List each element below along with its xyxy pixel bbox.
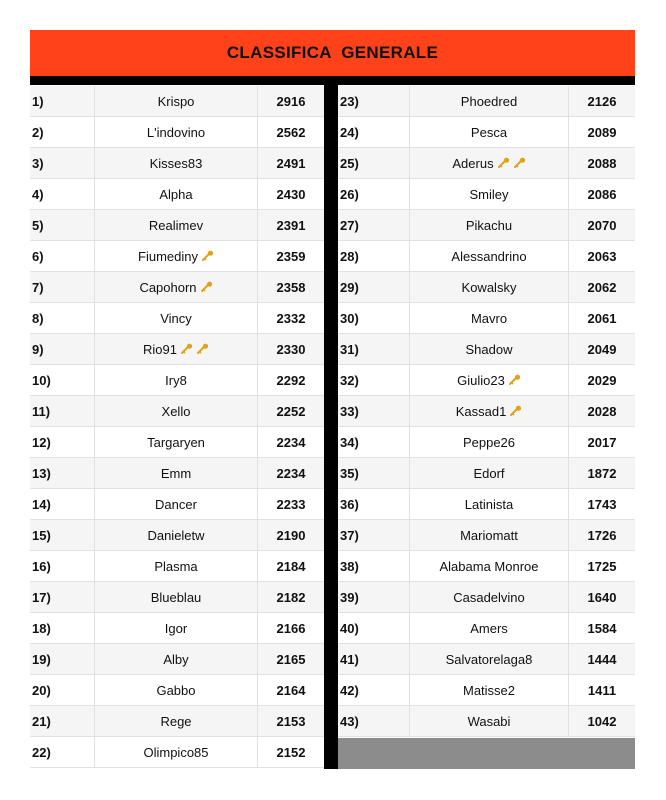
player-name-cell	[410, 520, 569, 550]
table-row	[338, 303, 635, 334]
player-name-cell	[95, 303, 258, 333]
score-cell: 2391	[276, 217, 306, 233]
player-name-cell	[95, 86, 258, 116]
player-name-cell	[95, 427, 258, 457]
rank-cell: 6)	[30, 241, 95, 271]
table-row	[30, 148, 324, 179]
table-row	[338, 210, 635, 241]
table-row	[30, 117, 324, 148]
player-name-cell	[410, 303, 569, 333]
table-row	[30, 241, 324, 272]
player-name-cell	[410, 148, 569, 178]
table-row	[338, 117, 635, 148]
key-icon	[200, 281, 213, 293]
table-row	[338, 241, 635, 272]
score-cell: 1725	[587, 558, 617, 574]
score-cell: 2190	[276, 527, 306, 543]
table-row	[30, 272, 324, 303]
table-row	[338, 396, 635, 427]
table-row	[30, 458, 324, 489]
rank-cell: 19)	[30, 644, 95, 674]
rank-cell: 13)	[30, 458, 95, 488]
score-cell: 2017	[587, 434, 617, 450]
table-row	[30, 737, 324, 768]
table-row	[30, 489, 324, 520]
table-row	[30, 520, 324, 551]
score-cell: 2070	[587, 217, 617, 233]
player-name: Krispo	[157, 93, 195, 109]
score-cell: 1042	[587, 713, 617, 729]
player-name-cell	[95, 582, 258, 612]
table-row	[338, 365, 635, 396]
table-row	[338, 582, 635, 613]
rank-cell: 39)	[338, 582, 410, 612]
rank-cell: 5)	[30, 210, 95, 240]
player-name-cell	[410, 706, 569, 736]
player-name-cell	[95, 489, 258, 519]
score-cell: 2491	[276, 155, 306, 171]
player-name-cell	[410, 675, 569, 705]
player-name-cell	[95, 210, 258, 240]
player-name: Shadow	[465, 341, 513, 357]
player-name: Plasma	[154, 558, 198, 574]
rank-cell: 3)	[30, 148, 95, 178]
rank-cell: 14)	[30, 489, 95, 519]
player-name: Blueblau	[150, 589, 202, 605]
table-row	[338, 458, 635, 489]
player-name: Casadelvino	[453, 589, 525, 605]
rank-cell: 15)	[30, 520, 95, 550]
score-cell: 2332	[276, 310, 306, 326]
key-icon	[180, 343, 193, 355]
score-cell: 1584	[587, 620, 617, 636]
rank-cell: 24)	[338, 117, 410, 147]
rank-cell: 32)	[338, 365, 410, 395]
player-name-cell	[95, 644, 258, 674]
header-divider	[30, 76, 635, 85]
player-name: Iry8	[165, 372, 187, 388]
player-name-cell	[95, 117, 258, 147]
player-name-cell	[410, 241, 569, 271]
table-row	[338, 644, 635, 675]
key-icon	[508, 374, 521, 386]
key-icon	[509, 405, 522, 417]
player-name: Pesca	[470, 124, 508, 140]
score-cell: 2126	[587, 93, 617, 109]
player-name: Vincy	[160, 310, 192, 326]
player-name: Realimev	[148, 217, 204, 233]
table-row	[30, 613, 324, 644]
player-name: Pikachu	[465, 217, 513, 233]
player-name: Xello	[161, 403, 191, 419]
score-cell: 2916	[276, 93, 306, 109]
rank-cell: 34)	[338, 427, 410, 457]
rank-cell: 41)	[338, 644, 410, 674]
rank-cell: 23)	[338, 86, 410, 116]
player-name-cell	[95, 241, 258, 271]
player-name-cell	[95, 334, 258, 364]
player-name: Giulio23	[457, 372, 505, 388]
player-name: Mariomatt	[460, 527, 518, 543]
rank-cell: 21)	[30, 706, 95, 736]
player-name: Danieletw	[147, 527, 205, 543]
rank-cell: 43)	[338, 706, 410, 736]
score-cell: 2063	[587, 248, 617, 264]
table-row	[338, 86, 635, 117]
player-name-cell	[95, 148, 258, 178]
rank-cell: 10)	[30, 365, 95, 395]
table-row	[338, 675, 635, 706]
rank-cell: 26)	[338, 179, 410, 209]
score-cell: 2165	[276, 651, 306, 667]
player-name: Alpha	[159, 186, 193, 202]
rank-cell: 36)	[338, 489, 410, 519]
score-cell: 2089	[587, 124, 617, 140]
rank-cell: 37)	[338, 520, 410, 550]
table-row	[30, 179, 324, 210]
player-name: Alabama Monroe	[439, 558, 539, 574]
score-cell: 2234	[276, 434, 306, 450]
player-name: Kisses83	[149, 155, 203, 171]
table-row	[30, 86, 324, 117]
score-cell: 2028	[587, 403, 617, 419]
rank-cell: 18)	[30, 613, 95, 643]
score-cell: 2359	[276, 248, 306, 264]
rank-cell: 22)	[30, 737, 95, 767]
score-cell: 2061	[587, 310, 617, 326]
rank-cell: 28)	[338, 241, 410, 271]
table-row	[338, 613, 635, 644]
table-row	[30, 210, 324, 241]
score-cell: 2562	[276, 124, 306, 140]
player-name-cell	[410, 117, 569, 147]
table-row	[338, 179, 635, 210]
table-row	[338, 148, 635, 179]
score-cell: 2086	[587, 186, 617, 202]
score-cell: 2166	[276, 620, 306, 636]
score-cell: 1726	[587, 527, 617, 543]
player-name-cell	[410, 365, 569, 395]
player-name: Salvatorelaga8	[445, 651, 533, 667]
table-row	[30, 334, 324, 365]
player-name: Capohorn	[139, 279, 197, 295]
score-cell: 2430	[276, 186, 306, 202]
table-row	[30, 551, 324, 582]
player-name-cell	[95, 737, 258, 767]
score-cell: 2330	[276, 341, 306, 357]
table-row	[30, 706, 324, 737]
score-cell: 1444	[587, 651, 617, 667]
player-name: Latinista	[464, 496, 514, 512]
score-cell: 2029	[587, 372, 617, 388]
player-name-cell	[410, 551, 569, 581]
player-name: Rege	[160, 713, 192, 729]
player-name-cell	[95, 613, 258, 643]
rank-cell: 1)	[30, 86, 95, 116]
table-row	[30, 675, 324, 706]
player-name: Alessandrino	[451, 248, 527, 264]
player-name: Dancer	[155, 496, 197, 512]
player-name-cell	[95, 365, 258, 395]
rank-cell: 7)	[30, 272, 95, 302]
player-name-cell	[410, 210, 569, 240]
player-name: Wasabi	[467, 713, 511, 729]
player-name-cell	[95, 458, 258, 488]
table-row	[338, 551, 635, 582]
rank-cell: 12)	[30, 427, 95, 457]
table-row	[338, 520, 635, 551]
rank-cell: 17)	[30, 582, 95, 612]
player-name-cell	[410, 489, 569, 519]
player-name-cell	[410, 613, 569, 643]
player-name-cell	[95, 675, 258, 705]
rank-cell: 16)	[30, 551, 95, 581]
score-cell: 2153	[276, 713, 306, 729]
rank-cell: 42)	[338, 675, 410, 705]
rank-cell: 29)	[338, 272, 410, 302]
rank-cell: 33)	[338, 396, 410, 426]
player-name-cell	[410, 458, 569, 488]
score-cell: 2062	[587, 279, 617, 295]
player-name: Targaryen	[147, 434, 205, 450]
rank-cell: 30)	[338, 303, 410, 333]
table-row	[30, 303, 324, 334]
player-name-cell	[95, 551, 258, 581]
score-cell: 2049	[587, 341, 617, 357]
key-icon	[201, 250, 214, 262]
rank-cell: 40)	[338, 613, 410, 643]
score-cell: 1743	[587, 496, 617, 512]
rank-cell: 11)	[30, 396, 95, 426]
key-icon	[497, 157, 510, 169]
table-row	[30, 582, 324, 613]
score-cell: 2088	[587, 155, 617, 171]
ranking-column-right	[338, 86, 635, 737]
player-name-cell	[410, 86, 569, 116]
key-icon	[513, 157, 526, 169]
player-name-cell	[410, 272, 569, 302]
score-cell: 1640	[587, 589, 617, 605]
player-name-cell	[95, 396, 258, 426]
score-cell: 2252	[276, 403, 306, 419]
player-name-cell	[410, 334, 569, 364]
player-name-cell	[410, 179, 569, 209]
score-cell: 2358	[276, 279, 306, 295]
table-row	[30, 396, 324, 427]
player-name: Aderus	[452, 155, 494, 171]
score-cell: 1872	[587, 465, 617, 481]
rank-cell: 4)	[30, 179, 95, 209]
ranking-column-left	[30, 86, 324, 768]
player-name: Smiley	[469, 186, 509, 202]
score-cell: 2292	[276, 372, 306, 388]
player-name: Olimpico85	[143, 744, 209, 760]
player-name-cell	[410, 644, 569, 674]
score-cell: 2182	[276, 589, 306, 605]
empty-cell-filler	[338, 738, 635, 769]
rank-cell: 31)	[338, 334, 410, 364]
player-name: Amers	[470, 620, 508, 636]
player-name-cell	[95, 179, 258, 209]
table-row	[30, 644, 324, 675]
score-cell: 2164	[276, 682, 306, 698]
score-cell: 2234	[276, 465, 306, 481]
table-row	[338, 427, 635, 458]
player-name: Peppe26	[462, 434, 516, 450]
player-name: Phoedred	[460, 93, 518, 109]
table-row	[338, 706, 635, 737]
player-name: Mavro	[470, 310, 508, 326]
player-name: Rio91	[143, 341, 177, 357]
page-title: CLASSIFICA GENERALE	[30, 30, 635, 76]
table-row	[338, 272, 635, 303]
player-name: L'indovino	[146, 124, 206, 140]
table-row	[30, 365, 324, 396]
score-cell: 2233	[276, 496, 306, 512]
player-name: Fiumediny	[138, 248, 198, 264]
player-name: Matisse2	[462, 682, 516, 698]
player-name-cell	[410, 427, 569, 457]
player-name-cell	[95, 520, 258, 550]
rank-cell: 38)	[338, 551, 410, 581]
player-name-cell	[95, 706, 258, 736]
column-divider	[324, 85, 338, 769]
rank-cell: 2)	[30, 117, 95, 147]
table-row	[338, 334, 635, 365]
score-cell: 1411	[587, 682, 617, 698]
rank-cell: 27)	[338, 210, 410, 240]
player-name: Kowalsky	[461, 279, 517, 295]
rank-cell: 9)	[30, 334, 95, 364]
rank-cell: 8)	[30, 303, 95, 333]
player-name: Kassad1	[455, 403, 507, 419]
player-name-cell	[410, 582, 569, 612]
rank-cell: 25)	[338, 148, 410, 178]
score-cell: 2152	[276, 744, 306, 760]
player-name: Emm	[160, 465, 192, 481]
player-name: Igor	[164, 620, 188, 636]
player-name-cell	[410, 396, 569, 426]
player-name-cell	[95, 272, 258, 302]
player-name: Gabbo	[156, 682, 196, 698]
rank-cell: 35)	[338, 458, 410, 488]
key-icon	[196, 343, 209, 355]
rank-cell: 20)	[30, 675, 95, 705]
table-row	[30, 427, 324, 458]
table-row	[338, 489, 635, 520]
score-cell: 2184	[276, 558, 306, 574]
player-name: Alby	[163, 651, 189, 667]
player-name: Edorf	[473, 465, 505, 481]
